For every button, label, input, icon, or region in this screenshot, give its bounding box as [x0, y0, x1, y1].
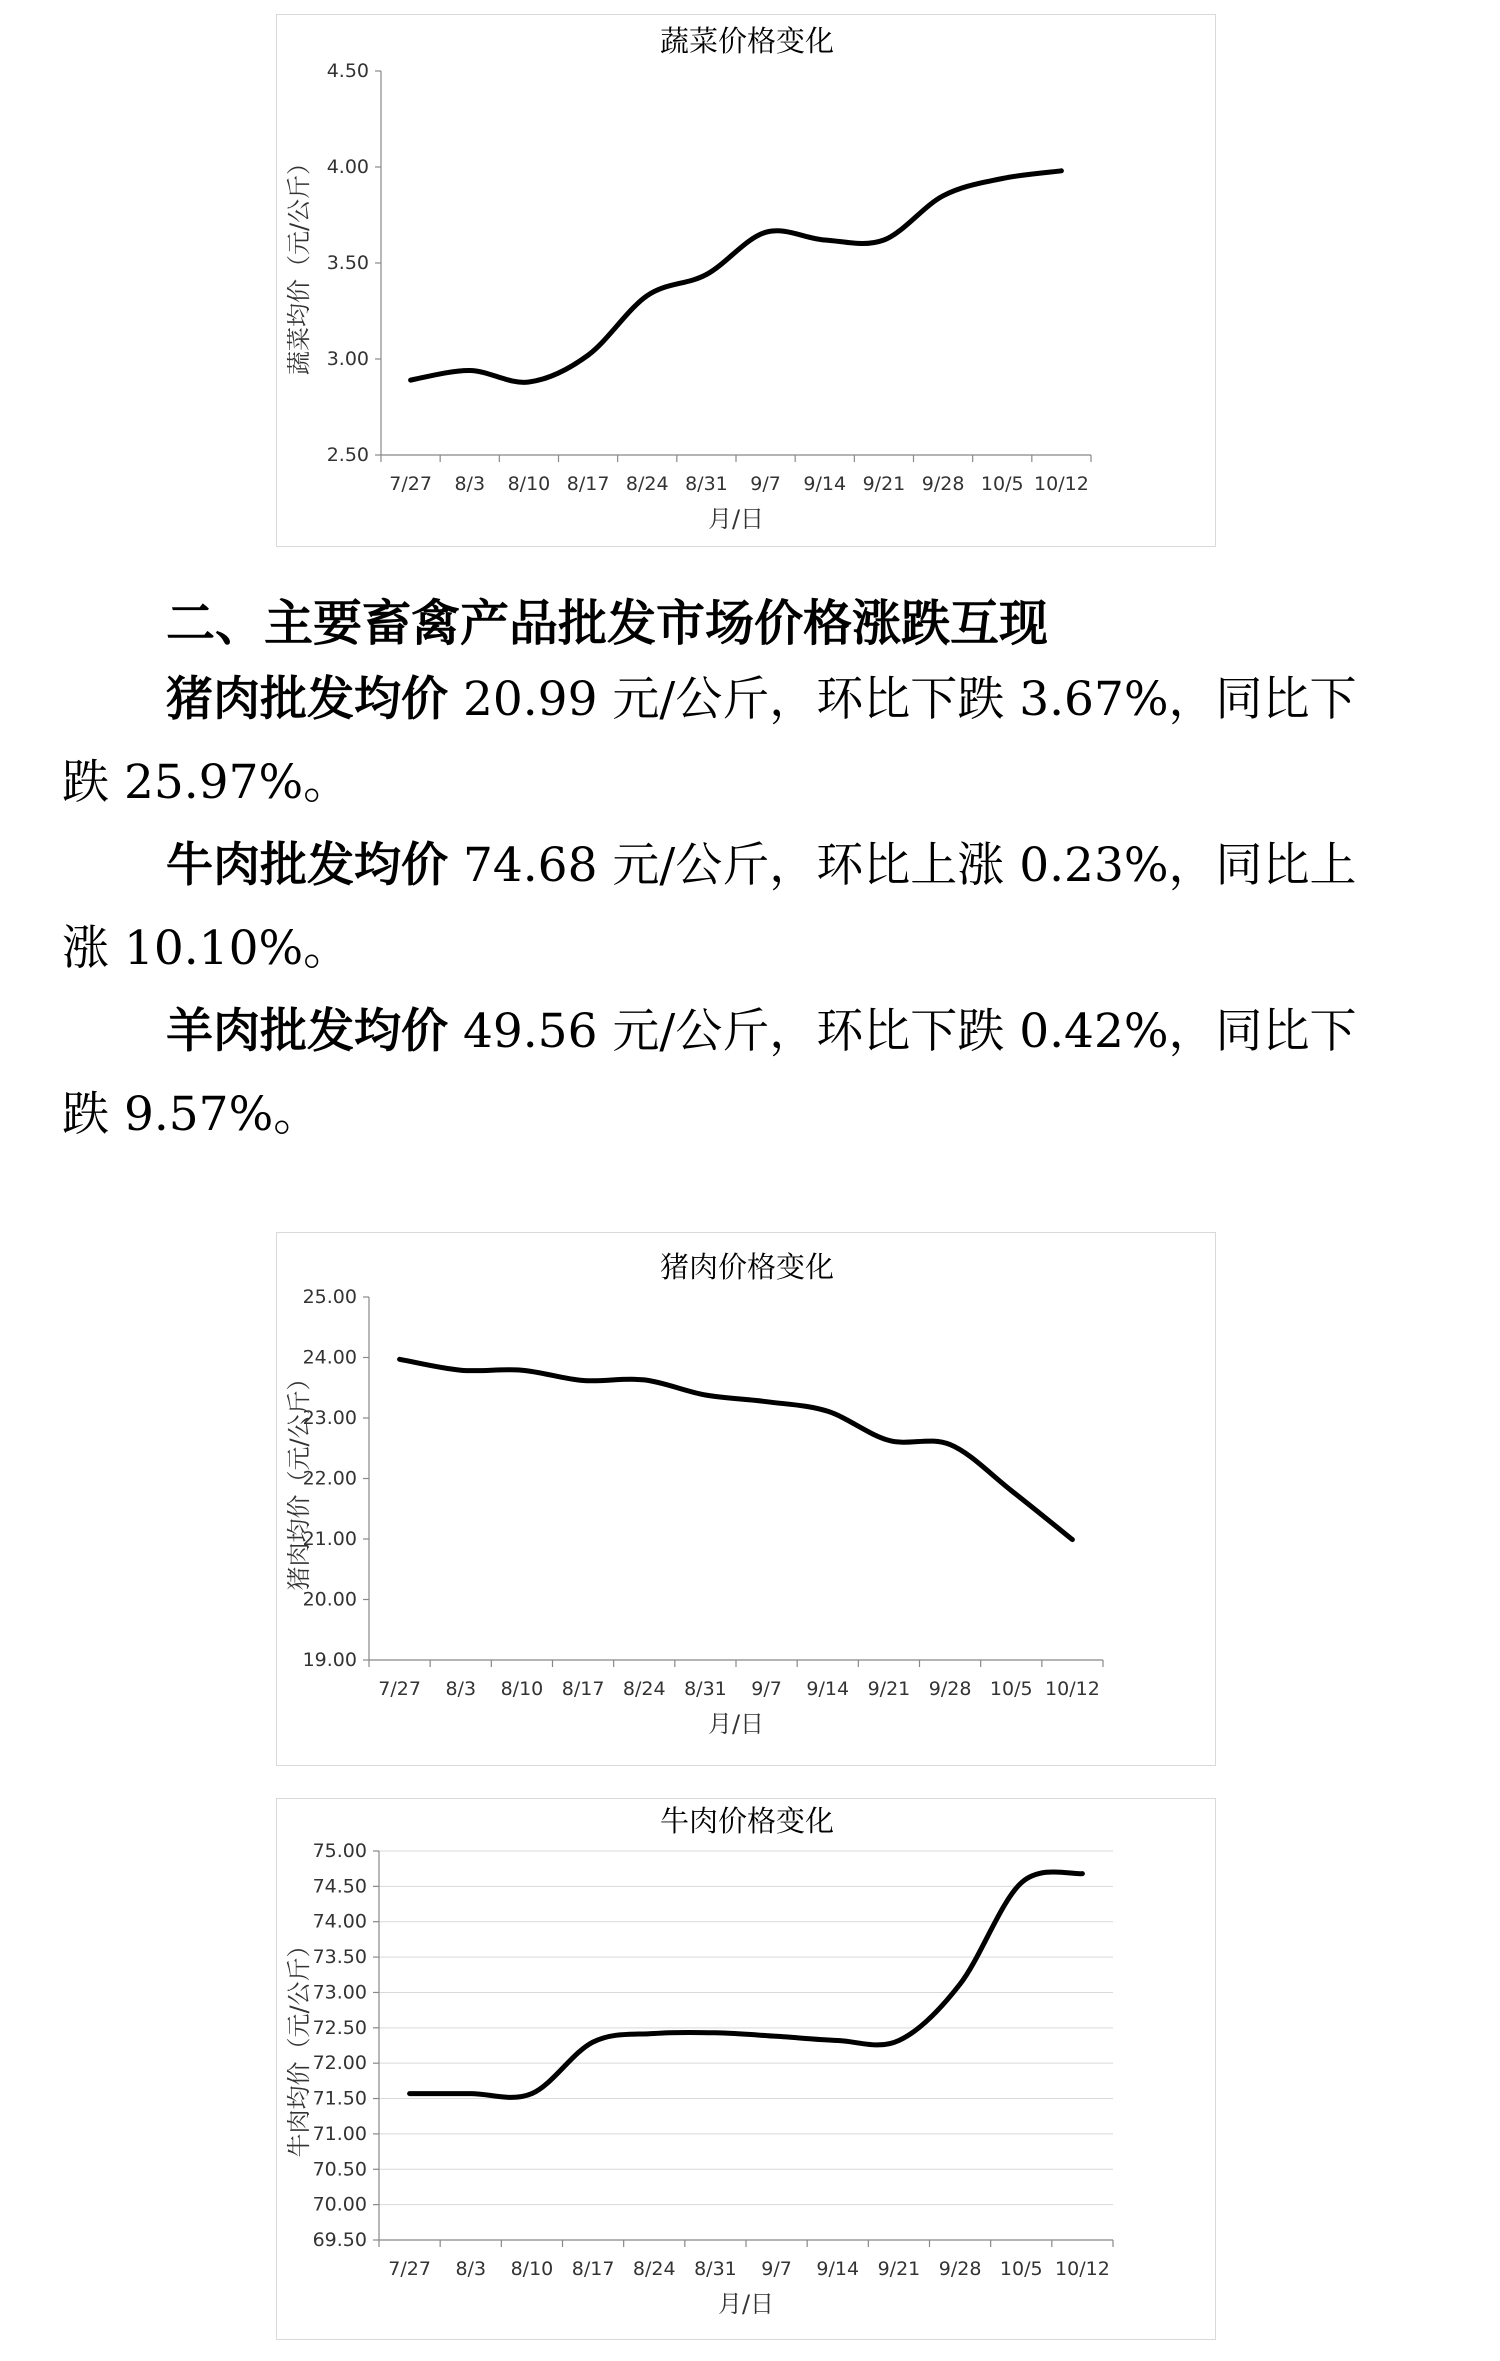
x-tick-label: 9/14 — [803, 473, 847, 495]
mutton-label: 羊肉批发均价 — [166, 1004, 448, 1059]
x-tick-label: 8/10 — [507, 473, 551, 495]
y-axis-title: 蔬菜均价（元/公斤） — [285, 150, 313, 376]
x-tick-label: 7/27 — [389, 473, 432, 495]
x-tick-label: 9/7 — [750, 473, 781, 495]
x-tick-label: 8/10 — [500, 1678, 544, 1700]
y-tick-label: 71.50 — [312, 2087, 367, 2110]
pork-text: 20.99 元/公斤，环比下跌 3.67%，同比下 — [448, 672, 1357, 727]
x-tick-label: 8/31 — [694, 2258, 737, 2280]
y-tick-label: 70.50 — [312, 2158, 367, 2181]
y-tick-label: 72.50 — [312, 2016, 367, 2039]
pork-chart-svg — [277, 1233, 1217, 1767]
x-tick-label: 9/14 — [806, 1678, 850, 1700]
x-tick-label: 8/24 — [625, 473, 669, 495]
y-tick-label: 73.50 — [312, 1946, 367, 1969]
pork-label: 猪肉批发均价 — [166, 672, 448, 727]
y-tick-label: 69.50 — [312, 2229, 367, 2251]
pork-paragraph-line1 — [166, 672, 1357, 727]
y-tick-label: 21.00 — [302, 1528, 357, 1550]
x-tick-label: 10/5 — [999, 2258, 1043, 2280]
beef-text: 74.68 元/公斤，环比上涨 0.23%，同比上 — [448, 838, 1357, 893]
x-tick-label: 10/12 — [1055, 2258, 1110, 2280]
x-tick-label: 8/17 — [571, 2258, 615, 2280]
y-axis-title: 猪肉均价（元/公斤） — [285, 1366, 313, 1591]
pork-paragraph-line2: 跌 25.97%。 — [62, 755, 351, 810]
x-tick-label: 9/7 — [761, 2258, 792, 2280]
y-tick-label: 4.00 — [326, 156, 369, 178]
x-tick-label: 7/27 — [388, 2258, 431, 2280]
y-tick-label: 25.00 — [302, 1286, 357, 1308]
x-tick-label: 8/3 — [455, 2258, 487, 2280]
x-tick-label: 9/7 — [751, 1678, 782, 1700]
x-tick-label: 8/17 — [561, 1678, 605, 1700]
y-tick-label: 74.00 — [312, 1910, 367, 1933]
x-tick-label: 8/31 — [684, 1678, 727, 1700]
x-axis-title: 月/日 — [707, 1710, 765, 1738]
y-tick-label: 2.50 — [326, 444, 369, 466]
mutton-text: 49.56 元/公斤，环比下跌 0.42%，同比下 — [448, 1004, 1357, 1059]
section-heading: 二、主要畜禽产品批发市场价格涨跌互现 — [166, 595, 1049, 652]
x-tick-label: 10/12 — [1045, 1678, 1100, 1700]
x-tick-label: 9/21 — [877, 2258, 921, 2280]
y-tick-label: 73.00 — [312, 1981, 367, 2004]
x-tick-label: 8/10 — [510, 2258, 554, 2280]
vegetable-chart-svg — [277, 15, 1217, 548]
beef-paragraph-line2: 涨 10.10%。 — [62, 921, 351, 976]
x-tick-label: 8/24 — [622, 1678, 666, 1700]
chart-title: 牛肉价格变化 — [659, 1804, 835, 1838]
y-tick-label: 70.00 — [312, 2193, 367, 2216]
y-tick-label: 19.00 — [302, 1649, 357, 1671]
x-tick-label: 9/21 — [862, 473, 906, 495]
y-tick-label: 74.50 — [312, 1875, 367, 1898]
beef-label: 牛肉批发均价 — [166, 838, 448, 893]
x-tick-label: 9/28 — [928, 1678, 972, 1700]
x-axis-title: 月/日 — [707, 505, 765, 533]
x-tick-label: 9/14 — [816, 2258, 860, 2280]
beef-paragraph-line1 — [166, 838, 1357, 893]
x-tick-label: 8/3 — [454, 473, 486, 495]
vegetable-price-chart — [276, 14, 1216, 547]
beef-price-chart — [276, 1798, 1216, 2340]
x-tick-label: 10/5 — [989, 1678, 1033, 1700]
x-tick-label: 9/28 — [921, 473, 965, 495]
y-tick-label: 3.00 — [326, 348, 369, 370]
y-tick-label: 22.00 — [302, 1467, 357, 1490]
mutton-paragraph-line2: 跌 9.57%。 — [62, 1087, 321, 1142]
chart-title: 猪肉价格变化 — [659, 1250, 835, 1284]
x-tick-label: 10/5 — [980, 473, 1024, 495]
x-tick-label: 8/31 — [685, 473, 728, 495]
y-tick-label: 23.00 — [302, 1407, 357, 1429]
y-tick-label: 4.50 — [326, 60, 369, 82]
x-axis-title: 月/日 — [717, 2290, 775, 2318]
x-tick-label: 10/12 — [1034, 473, 1089, 495]
x-tick-label: 8/17 — [566, 473, 610, 495]
x-tick-label: 7/27 — [378, 1678, 421, 1700]
pork-price-chart — [276, 1232, 1216, 1766]
chart-title: 蔬菜价格变化 — [659, 24, 835, 58]
x-tick-label: 9/28 — [938, 2258, 982, 2280]
y-tick-label: 72.00 — [312, 2052, 367, 2075]
y-tick-label: 3.50 — [326, 252, 369, 274]
mutton-paragraph-line1 — [166, 1004, 1357, 1059]
x-tick-label: 8/3 — [445, 1678, 477, 1700]
y-tick-label: 71.00 — [312, 2122, 367, 2145]
y-axis-title: 牛肉均价（元/公斤） — [285, 1933, 313, 2158]
series-line — [411, 171, 1062, 383]
y-tick-label: 20.00 — [302, 1588, 357, 1611]
y-tick-label: 75.00 — [312, 1840, 367, 1862]
y-tick-label: 24.00 — [302, 1346, 357, 1369]
beef-chart-svg — [277, 1799, 1217, 2341]
x-tick-label: 8/24 — [632, 2258, 676, 2280]
x-tick-label: 9/21 — [867, 1678, 911, 1700]
series-line — [400, 1359, 1073, 1539]
